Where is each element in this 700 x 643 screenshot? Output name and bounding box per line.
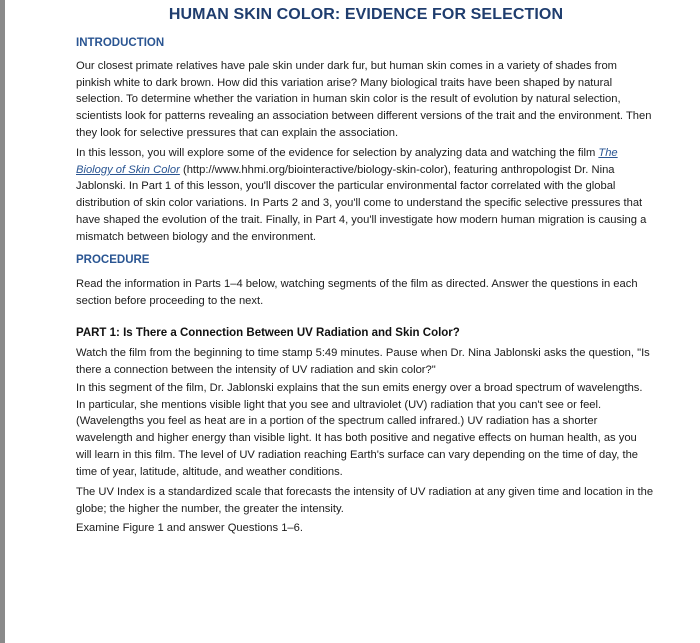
introduction-heading: INTRODUCTION [76,37,165,49]
part-1-paragraph-4: Examine Figure 1 and answer Questions 1–6. [76,522,303,534]
part-1-paragraph-1: Watch the film from the beginning to time stamp 5:49 minutes. Pause when Dr. Nina Jablonski asks the question, "Is there a connection between the intensity of UV radiation and skin color?" [76,347,650,376]
page-edge-bar [0,0,5,643]
part-1-paragraph-2: In this segment of the film, Dr. Jablonski explains that the sun emits energy over a broad spectrum of wavelengths. In particular, she mentions visible light that you see and ultraviolet (UV) radiation that you can't see or feel. (Wavelengths you feel as heat are in a portion of the spectrum called infrared.) UV radiation has a shorter wavelength and higher energy than visible light. It has both positive and negative effects on human health, as you will learn in this film. The level of UV radiation reaching Earth's surface can vary depending on the time of day, the time of year, latitude, altitude, and weather conditions. [76,382,643,478]
film-title-link[interactable]: The Biology of Skin Color [76,147,618,176]
procedure-heading: PROCEDURE [76,254,150,266]
introduction-paragraph-2-end: , featuring anthropologist Dr. Nina Jablonski. In Part 1 of this lesson, you'll discover the particular environmental factor correlated with the global distribution of skin color variations. In Parts 2 and 3, you'll come to understand the specific selective pressures that have shaped the evolution of the trait. Finally, in Part 4, you'll investigate how modern human migration is causing a mismatch between biology and the environment. [76,163,647,243]
part-1-heading: PART 1: Is There a Connection Between UV Radiation and Skin Color? [76,327,460,339]
film-url[interactable]: (http://www.hhmi.org/biointeractive/biology-skin-color) [182,163,448,176]
introduction-paragraph-1: Our closest primate relatives have pale skin under dark fur, but human skin comes in a variety of shades from pinkish white to dark brown. How did this variation arise? Many biological traits have been shaped by natural selection. To determine whether the variation in human skin color is the result of evolution by natural selection, scientists look for patterns revealing an association between different versions of the trait and the environment. Then they look for selective pressures that can explain the association. [76,60,652,139]
introduction-paragraph-2-start: In this lesson, you will explore some of the evidence for selection by analyzing data and watching the film [76,147,599,159]
introduction-paragraph-2 [76,145,654,245]
part-1-paragraph-3: The UV Index is a standardized scale that forecasts the intensity of UV radiation at any given time and location in the globe; the higher the number, the greater the intensity. [76,486,654,515]
document-title: HUMAN SKIN COLOR: EVIDENCE FOR SELECTION [168,6,564,23]
procedure-paragraph: Read the information in Parts 1–4 below, watching segments of the film as directed. Answer the questions in each section before proceeding to the next. [76,278,638,307]
